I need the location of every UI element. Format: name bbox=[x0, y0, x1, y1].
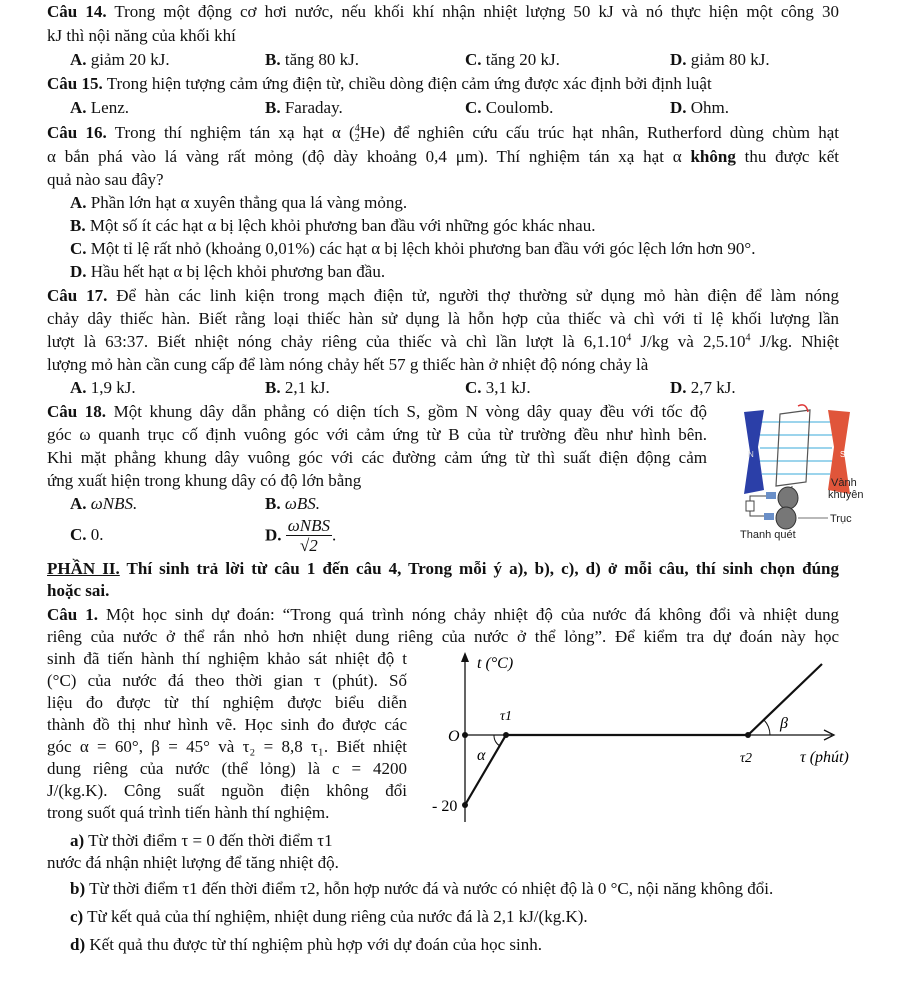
q18-label: Câu 18. bbox=[47, 402, 107, 421]
alpha-label: α bbox=[477, 747, 486, 764]
q17-label: Câu 17. bbox=[47, 286, 108, 305]
q14-option-c[interactable] bbox=[465, 49, 560, 71]
item-key: c) bbox=[70, 907, 84, 926]
alpha-arc bbox=[494, 735, 500, 746]
pole-s-label: S bbox=[840, 450, 846, 459]
q1-item-d[interactable] bbox=[70, 934, 542, 956]
q14-label: Câu 14. bbox=[47, 2, 107, 21]
option-key: B. bbox=[265, 494, 281, 513]
q1-item-c[interactable] bbox=[70, 906, 588, 928]
beta-label: β bbox=[780, 715, 788, 732]
item-text: Từ thời điểm τ = 0 đến thời điểm τ1 bbox=[88, 831, 333, 850]
q1-item-b[interactable] bbox=[70, 878, 773, 900]
q16-option-c[interactable] bbox=[70, 238, 755, 260]
option-tail: . bbox=[332, 525, 337, 545]
q17-text-line4: lượng mỏ hàn cần cung cấp để làm nóng chảy hết 57 g thiếc hàn ở nhiệt độ nóng chảy là bbox=[47, 355, 649, 374]
q15-option-b[interactable] bbox=[265, 97, 343, 119]
option-text: giảm 20 kJ. bbox=[90, 50, 170, 69]
isotope-z: 2 bbox=[354, 133, 360, 145]
q14-option-a[interactable] bbox=[70, 49, 170, 71]
q1-text-line1 bbox=[47, 604, 839, 626]
q17-option-d[interactable] bbox=[670, 377, 736, 399]
y-min-label: - 20 bbox=[432, 798, 458, 815]
q16-option-a[interactable] bbox=[70, 192, 407, 214]
option-text: tăng 80 kJ. bbox=[284, 50, 359, 69]
option-key: C. bbox=[70, 239, 87, 258]
option-key: C. bbox=[465, 50, 482, 69]
q1-label: Câu 1. bbox=[47, 605, 98, 624]
q17-stem-a: lượt là 63:37. Biết nhiệt nóng chảy riêng của thiếc và chì lần lượt là 6,1.10 bbox=[47, 332, 627, 351]
item-text: Từ kết quả của thí nghiệm, nhiệt dung riêng của nước đá là 2,1 kJ/(kg.K). bbox=[87, 907, 588, 926]
q1-text-line2: riêng của nước ở thể rắn nhỏ hơn nhiệt dung riêng của nước ở thể lỏng”. Để kiểm tra dự đoán này học bbox=[47, 627, 839, 646]
magnet-north-pole bbox=[744, 410, 764, 494]
option-key: A. bbox=[70, 193, 87, 212]
slip-ring-2 bbox=[776, 507, 796, 529]
point-tau2 bbox=[745, 732, 751, 738]
q18-text-line1 bbox=[47, 401, 707, 423]
option-text: Một tỉ lệ rất nhỏ (khoảng 0,01%) các hạt α bị lệch khỏi phương ban đầu với góc lệch lớn hơn 90°. bbox=[90, 239, 756, 258]
part2-heading-line1 bbox=[47, 558, 839, 580]
option-key: D. bbox=[670, 98, 687, 117]
tau2-label: τ2 bbox=[740, 751, 753, 766]
point-tau1 bbox=[503, 732, 509, 738]
q18-option-a[interactable] bbox=[70, 493, 137, 515]
y-axis-label: t (°C) bbox=[477, 655, 514, 672]
q16-emphasis: không bbox=[690, 147, 736, 166]
q14-text-line1 bbox=[47, 1, 839, 23]
q15-stem: Trong hiện tượng cảm ứng điện từ, chiều dòng điện cảm ứng được xác định bởi định luật bbox=[106, 74, 712, 93]
isotope-symbol: He bbox=[359, 123, 380, 142]
generator-figure bbox=[728, 402, 868, 544]
option-key: B. bbox=[265, 50, 281, 69]
q16-text-line2 bbox=[47, 146, 839, 168]
tau1-label: τ1 bbox=[500, 709, 513, 724]
q16-option-d[interactable] bbox=[70, 261, 385, 283]
slip-ring-1 bbox=[778, 487, 798, 509]
fraction-denominator: √2 bbox=[299, 536, 318, 555]
point-minus20 bbox=[462, 802, 468, 808]
item-text: Từ thời điểm τ1 đến thời điểm τ2, hỗn hợp nước đá và nước có nhiệt độ là 0 °C, nội năng không đổi. bbox=[89, 879, 774, 898]
q15-label: Câu 15. bbox=[47, 74, 103, 93]
brush-1 bbox=[766, 492, 776, 499]
pole-n-label: N bbox=[748, 450, 754, 459]
part2-heading: PHẦN II. bbox=[47, 559, 120, 578]
field-lines bbox=[760, 422, 832, 474]
q14-stem: Trong một động cơ hơi nước, nếu khối khí nhận nhiệt lượng 50 kJ và nó thực hiện một công 30 bbox=[114, 2, 839, 21]
y-axis-arrow-icon bbox=[461, 652, 469, 662]
q18-option-c[interactable] bbox=[70, 524, 104, 546]
q1-text-line4: (°C) của nước đá theo thời gian τ (phút). Số bbox=[47, 671, 407, 690]
q16-stem-c: α bắn phá vào lá vàng rất mỏng (độ dày khoảng 0,4 μm). Thí nghiệm tán xạ hạt α bbox=[47, 147, 691, 166]
q18-text-line2: góc ω quanh trục cố định vuông góc với cảm ứng từ B của từ trường đều như hình bên. bbox=[47, 425, 707, 444]
x-axis-label: τ (phút) bbox=[800, 749, 849, 766]
option-text: Coulomb. bbox=[485, 98, 554, 117]
q14-option-b[interactable] bbox=[265, 49, 359, 71]
q17-option-b[interactable] bbox=[265, 377, 330, 399]
item-key: d) bbox=[70, 935, 86, 954]
q16-stem-b: ) để nghiên cứu cấu trúc hạt nhân, Rutherford dùng chùm hạt bbox=[379, 123, 839, 142]
q17-stem-c: J/kg. Nhiệt bbox=[750, 332, 839, 351]
q16-text-line3: quả nào sau đây? bbox=[47, 170, 164, 189]
part2-instructions: Thí sinh trả lời từ câu 1 đến câu 4, Trong mỗi ý a), b), c), d) ở mỗi câu, thí sinh chọn đúng bbox=[119, 559, 839, 578]
q16-text-line1 bbox=[47, 122, 839, 144]
q16-label: Câu 16. bbox=[47, 123, 107, 142]
option-text: Faraday. bbox=[284, 98, 343, 117]
option-key: C. bbox=[70, 525, 87, 544]
origin-label: O bbox=[448, 728, 460, 745]
q1-text-line7: góc α = 60°, β = 45° và τ₂ = 8,8 τ₁. Biết nhiệt bbox=[47, 737, 407, 756]
option-text: ωNBS. bbox=[90, 494, 138, 513]
option-text: Lenz. bbox=[90, 98, 130, 117]
q15-option-a[interactable] bbox=[70, 97, 129, 119]
exponent: 4 bbox=[626, 332, 632, 344]
q18-stem: Một khung dây dẫn phẳng có diện tích S, gồm N vòng dây quay đều với tốc độ bbox=[113, 402, 708, 421]
q15-option-c[interactable] bbox=[465, 97, 553, 119]
option-text: 3,1 kJ. bbox=[485, 378, 531, 397]
point-origin bbox=[462, 732, 468, 738]
option-key: D. bbox=[265, 525, 282, 545]
q1-text-line5: liệu đo được từ thí nghiệm được biểu diễn bbox=[47, 693, 407, 712]
label-axis: Trục bbox=[830, 513, 852, 525]
option-text: Một số ít các hạt α bị lệch khỏi phương ban đầu với những góc khác nhau. bbox=[89, 216, 596, 235]
option-text: 1,9 kJ. bbox=[90, 378, 136, 397]
option-key: A. bbox=[70, 50, 87, 69]
q1-text-line6: thành đồ thị như hình vẽ. Học sinh đo được các bbox=[47, 715, 407, 734]
q17-option-a[interactable] bbox=[70, 377, 136, 399]
q17-stem-b: J/kg và 2,5.10 bbox=[631, 332, 746, 351]
q15-option-d[interactable] bbox=[670, 97, 729, 119]
q1-item-a[interactable] bbox=[70, 830, 333, 852]
part2-heading-line2: hoặc sai. bbox=[47, 581, 110, 600]
option-text: 2,1 kJ. bbox=[284, 378, 330, 397]
beta-arc bbox=[764, 720, 770, 735]
q1-stem: Một học sinh dự đoán: “Trong quá trình nóng chảy nhiệt độ của nước đá không đổi và nhiệt dung bbox=[105, 605, 839, 624]
load-resistor bbox=[746, 501, 754, 511]
option-key: C. bbox=[465, 98, 482, 117]
option-text: ωBS. bbox=[284, 494, 320, 513]
q1-text-line3: sinh đã tiến hành thí nghiệm khảo sát nhiệt độ t bbox=[47, 649, 407, 668]
option-key: B. bbox=[70, 216, 86, 235]
option-key: B. bbox=[265, 98, 281, 117]
item-key: a) bbox=[70, 831, 85, 850]
q1-text-line9: J/(kg.K). Công suất nguồn điện không đổi bbox=[47, 781, 407, 800]
q16-stem-d: thu được kết bbox=[735, 147, 840, 166]
option-key: D. bbox=[70, 262, 87, 281]
option-key: C. bbox=[465, 378, 482, 397]
q16-option-b[interactable] bbox=[70, 215, 595, 237]
q17-text-line2: chảy dây thiếc hàn. Biết rằng loại thiếc hàn sử dụng là hỗn hợp của thiếc và chì với tỉ lệ khối lượng lần bbox=[47, 309, 839, 328]
exponent: 4 bbox=[745, 332, 751, 344]
option-text: giảm 80 kJ. bbox=[690, 50, 770, 69]
item-text: Kết quả thu được từ thí nghiệm phù hợp với dự đoán của học sinh. bbox=[89, 935, 542, 954]
q17-text-line1 bbox=[47, 285, 839, 307]
q18-option-d[interactable] bbox=[265, 516, 336, 555]
q17-option-c[interactable] bbox=[465, 377, 531, 399]
q1-text-line10: trong suốt quá trình tiến hành thí nghiệm. bbox=[47, 803, 330, 822]
q18-text-line4: ứng xuất hiện trong khung dây có độ lớn bằng bbox=[47, 471, 362, 490]
label-slip-ring-1: Vành bbox=[831, 477, 857, 489]
option-text: 0. bbox=[90, 525, 104, 544]
option-text: tăng 20 kJ. bbox=[485, 50, 560, 69]
option-key: D. bbox=[670, 50, 687, 69]
option-key: A. bbox=[70, 98, 87, 117]
q14-text-line2: kJ thì nội năng của khối khí bbox=[47, 26, 236, 45]
option-text: Hầu hết hạt α bị lệch khỏi phương ban đầu. bbox=[90, 262, 386, 281]
q17-text-line3 bbox=[47, 331, 839, 353]
item-key: b) bbox=[70, 879, 86, 898]
option-text: Phần lớn hạt α xuyên thẳng qua lá vàng mỏng. bbox=[90, 193, 408, 212]
q17-stem: Để hàn các linh kiện trong mạch điện tử, người thợ thường sử dụng mỏ hàn điện để làm nóng bbox=[116, 286, 840, 305]
option-key: A. bbox=[70, 378, 87, 397]
option-key: D. bbox=[670, 378, 687, 397]
option-text: Ohm. bbox=[690, 98, 730, 117]
isotope-mass: 4 bbox=[354, 123, 360, 135]
option-key: B. bbox=[265, 378, 281, 397]
q18-text-line3: Khi mặt phẳng khung dây vuông góc với các đường cảm ứng từ thì suất điện động cảm bbox=[47, 448, 707, 467]
label-brush: Thanh quét bbox=[740, 529, 796, 541]
q14-option-d[interactable] bbox=[670, 49, 770, 71]
q1-text-line8: dung riêng của nước (thể lỏng) là c = 4200 bbox=[47, 759, 407, 778]
q16-stem-a: Trong thí nghiệm tán xạ hạt α ( bbox=[114, 123, 355, 142]
brush-2 bbox=[764, 513, 774, 520]
fraction-numerator: ωNBS bbox=[287, 516, 331, 535]
label-slip-ring-2: khuyên bbox=[828, 489, 864, 501]
temperature-time-graph bbox=[422, 650, 862, 826]
q18-option-b[interactable] bbox=[265, 493, 320, 515]
fraction bbox=[286, 516, 332, 555]
q1-item-a-cont: nước đá nhận nhiệt lượng để tăng nhiệt độ. bbox=[47, 853, 339, 872]
option-text: 2,7 kJ. bbox=[690, 378, 736, 397]
option-key: A. bbox=[70, 494, 87, 513]
q15-text-line1 bbox=[47, 73, 712, 95]
